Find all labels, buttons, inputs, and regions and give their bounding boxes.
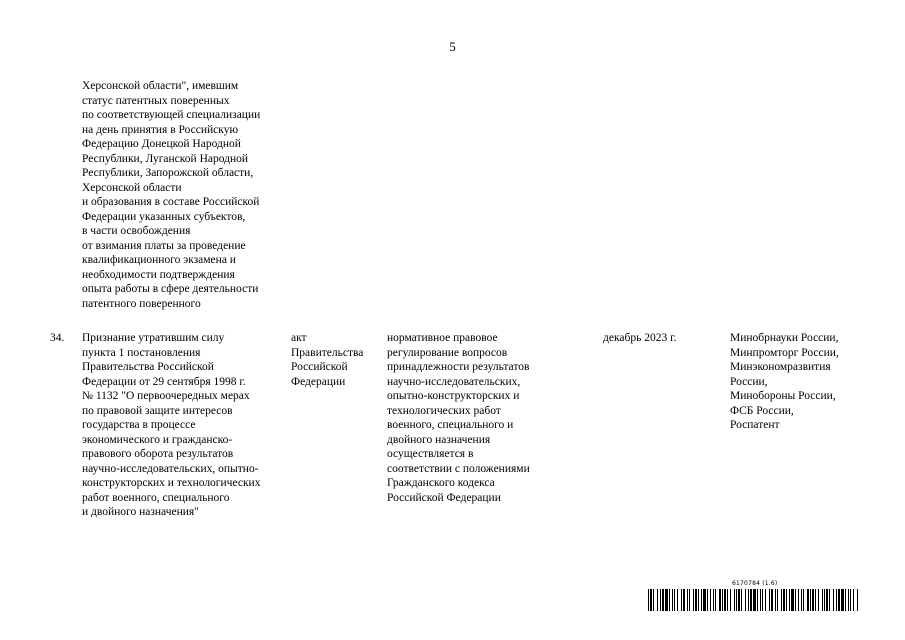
text-line: и образования в составе Российской (82, 196, 260, 208)
text-line: осуществляется в (387, 448, 474, 460)
text-line: Российской (291, 361, 348, 373)
text-line: двойного назначения (387, 433, 491, 446)
text-line: Херсонской области", имевшим (82, 80, 239, 92)
text-line: Херсонской области (82, 181, 182, 194)
text-line: по правовой защите интересов (82, 404, 233, 417)
text-line: на день принятия в Российскую (82, 123, 239, 136)
text-line: от взимания платы за проведение (82, 239, 246, 252)
row-act-type (291, 331, 381, 389)
text-line: России, (730, 375, 768, 388)
text-line: Минэкономразвития (730, 361, 831, 373)
text-line: экономического и гражданско- (82, 433, 233, 446)
text-line: работ военного, специального (82, 491, 230, 504)
text-line: статус патентных поверенных (82, 94, 230, 107)
row-date: декабрь 2023 г. (603, 332, 677, 344)
text-line: Федерации (291, 375, 346, 388)
text-line: Российской Федерации (387, 491, 501, 504)
text-line: квалификационного экзамена и (82, 254, 236, 266)
text-line: необходимости подтверждения (82, 268, 235, 281)
page-number: 5 (449, 39, 456, 54)
text-line: Минпромторг России, (730, 346, 839, 359)
text-line: Гражданского кодекса (387, 477, 495, 489)
text-line: Роспатент (730, 419, 780, 431)
text-line: опытно-конструкторских и (387, 390, 520, 402)
text-line: Республики, Запорожской области, (82, 167, 254, 179)
text-line: нормативное правовое (387, 332, 498, 344)
text-line: патентного поверенного (82, 297, 201, 310)
text-line: военного, специального и (387, 419, 514, 431)
text-line: опыта работы в сфере деятельности (82, 283, 259, 295)
text-line: Федерации указанных субъектов, (82, 210, 246, 223)
text-line: Республики, Луганской Народной (82, 152, 249, 165)
barcode (648, 589, 858, 611)
text-line: Минобороны России, (730, 390, 836, 402)
text-line: Правительства (291, 346, 364, 359)
text-line: Федерацию Донецкой Народной (82, 138, 241, 150)
text-line: Федерации от 29 сентября 1998 г. (82, 375, 246, 388)
text-line: Признание утратившим силу (82, 332, 225, 344)
text-line: в части освобождения (82, 225, 191, 237)
text-line: правового оборота результатов (82, 448, 234, 460)
text-line: регулирование вопросов (387, 346, 508, 359)
text-line: и двойного назначения" (82, 506, 199, 518)
row-content (387, 331, 592, 505)
row-number: 34. (50, 332, 65, 344)
text-line: Правительства Российской (82, 361, 214, 373)
text-line: конструкторских и технологических (82, 477, 261, 489)
text-line: научно-исследовательских, (387, 375, 521, 388)
text-line: акт (291, 332, 307, 344)
text-line: Минобрнауки России, (730, 332, 839, 344)
text-line: соответствии с положениями (387, 462, 530, 475)
barcode-label: 6170784 (1.6) (732, 580, 778, 587)
text-line: № 1132 "О первоочередных мерах (82, 390, 250, 402)
text-line: технологических работ (387, 404, 501, 417)
text-line: ФСБ России, (730, 404, 794, 417)
row-responsible (730, 331, 880, 433)
row-title (82, 331, 292, 520)
text-line: государства в процессе (82, 419, 196, 431)
continuation-text (82, 79, 292, 311)
text-line: научно-исследовательских, опытно- (82, 462, 259, 475)
text-line: по соответствующей специализации (82, 109, 261, 121)
text-line: принадлежности результатов (387, 361, 530, 373)
text-line: пункта 1 постановления (82, 346, 201, 359)
